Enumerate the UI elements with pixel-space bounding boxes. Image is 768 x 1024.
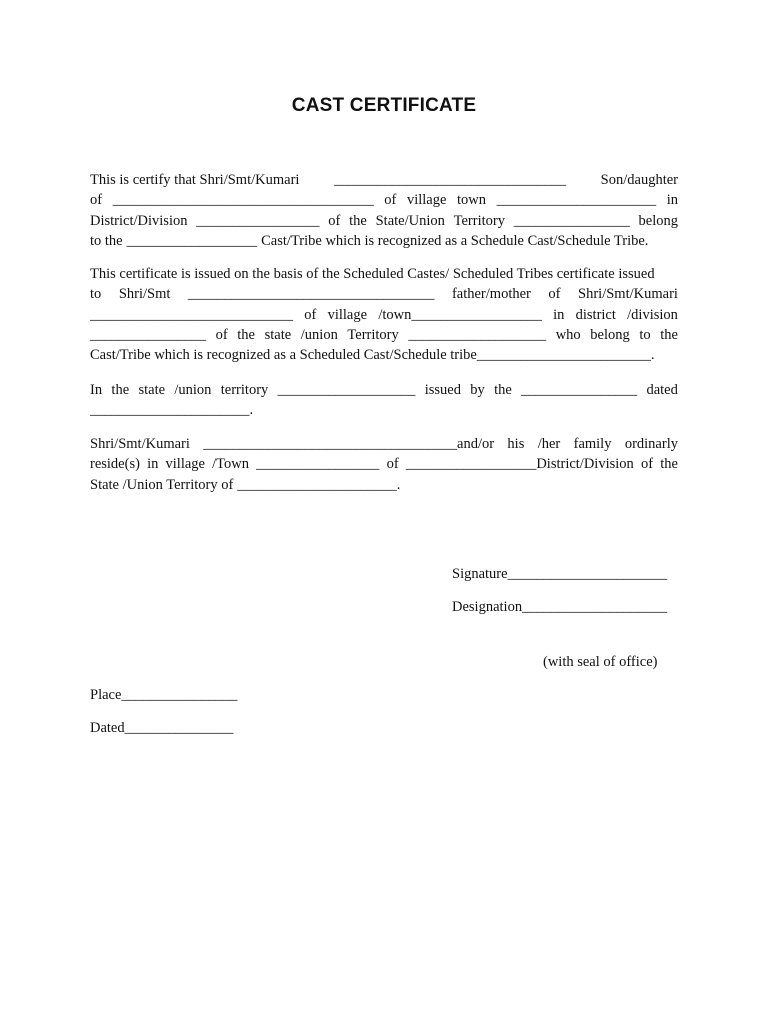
text-run: ______________________. [237,476,401,493]
text-run: State /Union Territory of [90,476,234,493]
text-run: of [215,326,228,343]
text-run: of [384,192,397,209]
place-line: Place________________ [90,687,238,703]
text-run: __________________District/Division [405,456,634,473]
text-run: ______________________ [496,192,657,209]
text-run: __________________ [126,232,258,249]
text-run: Shri/Smt/Kumari [90,436,190,452]
text-run: ___________________________________and/or [203,436,495,452]
text-run: the [660,326,678,343]
text-run: _________________ [256,456,380,473]
text-run: /Town [212,456,249,473]
text-run: territory [220,382,269,398]
paragraph-line [90,347,678,367]
text-run: Territory [347,326,399,343]
text-run: to the [90,232,123,249]
text-run: of [90,192,103,209]
text-run: of [640,456,654,473]
text-run: of [328,212,341,229]
text-run: reside(s) [90,456,140,473]
text-run: ordinarly [624,436,678,452]
text-run: /division [627,306,678,323]
text-run: village [327,306,368,323]
text-run: This certificate is issued on the basis of the Scheduled Castes/ Scheduled Tribes certificate issued [90,266,655,282]
text-run: in [666,192,678,209]
text-run: _________________ [196,212,320,229]
designation-line: Designation____________________ [452,599,668,615]
text-run: Shri/Smt [118,286,171,303]
text-run: /her [537,436,561,452]
text-run: his [507,436,525,452]
text-run: State/Union [375,212,445,229]
paragraph-state-issued [90,382,678,423]
text-run: issued [424,382,461,398]
paragraph-line [90,382,678,402]
text-run: district [575,306,616,323]
text-run: to [639,326,651,343]
text-run: Son/daughter [600,172,678,188]
text-run: in [553,306,565,323]
paragraph-line [90,286,678,306]
text-run: ________________ [521,382,638,398]
text-run: who [555,326,581,343]
text-run: to [90,286,102,303]
text-run: /town__________________ [378,306,542,323]
text-run: town [457,192,487,209]
text-run: of [548,286,561,303]
text-run: the [349,212,367,229]
text-run: in [147,456,159,473]
text-run: father/mother [451,286,531,303]
text-run: In [90,382,103,398]
text-run: /union [174,382,212,398]
paragraph-line [90,233,678,253]
text-run: belong [638,212,678,229]
text-run: District/Division [90,212,188,229]
text-run: village [165,456,205,473]
text-run: by [470,382,485,398]
page-title: CAST CERTIFICATE [291,95,477,116]
text-run: ________________________________ [334,172,567,188]
text-run: the [111,382,130,398]
text-run: /union [300,326,338,343]
text-run: of [386,456,399,473]
paragraph-residence [90,436,678,497]
text-run: the [660,456,678,473]
text-run: ____________________________ [90,306,293,323]
text-run: the [494,382,512,398]
text-run: This is certify that Shri/Smt/Kumari [90,172,300,188]
text-run: ________________ [90,326,206,343]
text-run: belong [590,326,630,343]
text-run: dated [646,382,678,398]
text-run: state [264,326,292,343]
paragraph-line [90,172,678,192]
paragraph-line [90,213,678,233]
paragraph-line [90,192,678,212]
text-run: ________________ [513,212,630,229]
text-run: of [304,306,317,323]
text-run: the [237,326,255,343]
paragraph-line [90,266,678,286]
text-run: ____________________________________ [112,192,374,209]
seal-note: (with seal of office) [543,654,658,670]
paragraph-basis [90,266,678,367]
paragraph-line [90,327,678,347]
paragraph-line [90,436,678,456]
text-run: __________________________________ [187,286,435,303]
text-run: ___________________ [277,382,416,398]
text-run: village [406,192,447,209]
text-run: Cast/Tribe which is recognized as a Scheduled Cast/Schedule tribe________________________. [90,347,655,364]
paragraph-line [90,477,678,497]
text-run: Territory [453,212,505,229]
text-run: Shri/Smt/Kumari [578,286,678,303]
paragraph-line [90,307,678,327]
text-run: Cast/Tribe which is recognized as a Schedule Cast/Schedule Tribe. [261,232,649,249]
text-run: family [573,436,612,452]
signature-line: Signature______________________ [452,566,668,582]
text-run: state [138,382,166,398]
paragraph-line [90,456,678,476]
text-run: ______________________. [90,402,254,419]
paragraph-certify [90,172,678,253]
text-run: ___________________ [408,326,547,343]
dated-line: Dated_______________ [90,720,234,736]
paragraph-line [90,402,678,422]
